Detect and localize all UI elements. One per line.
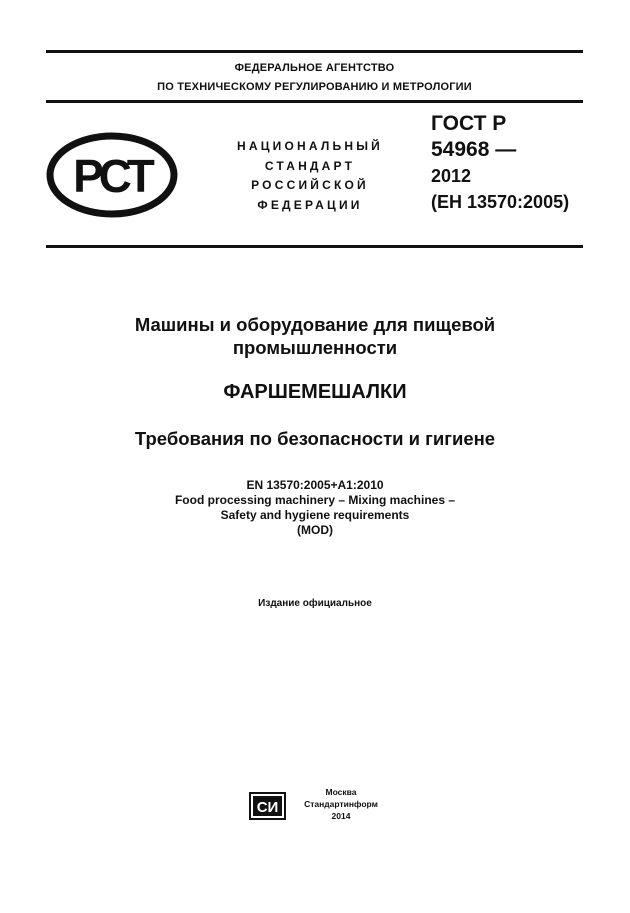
rst-emblem-icon [46, 132, 178, 218]
subtitle: Требования по безопасности и гигиене [134, 428, 496, 449]
header-rule [46, 100, 583, 103]
designation-line-1: ГОСТ Р [431, 112, 507, 135]
document-title [60, 313, 570, 359]
designation-rule [46, 245, 583, 248]
designation-line-2: 54968 — [431, 138, 517, 161]
main-title: ФАРШЕМЕШАЛКИ [223, 381, 407, 403]
top-rule [46, 50, 583, 53]
national-line-1: НАЦИОНАЛЬНЫЙ [236, 139, 384, 153]
agency-line-2: ПО ТЕХНИЧЕСКОМУ РЕГУЛИРОВАНИЮ И МЕТРОЛОГИИ [157, 81, 472, 93]
logo-text: РСТ [73, 150, 151, 202]
title-line-2: промышленности [232, 337, 398, 358]
designation-line-4: (ЕН 13570:2005) [431, 192, 570, 212]
title-line-1: Машины и оборудование для пищевой [134, 314, 496, 335]
designation-line-3: 2012 [431, 166, 472, 186]
publisher-year: 2014 [331, 811, 351, 821]
national-line-4: ФЕДЕРАЦИИ [257, 197, 363, 212]
en-line-1: EN 13570:2005+A1:2010 [246, 478, 384, 492]
publisher-logo-text: СИ [256, 799, 279, 816]
standartinform-logo-icon [249, 790, 286, 821]
en-line-2: Food processing machinery – Mixing machines – [174, 493, 456, 507]
en-line-3: Safety and hygiene requirements [220, 508, 410, 522]
edition-label: Издание официальное [258, 598, 372, 609]
national-line-3: РОССИЙСКОЙ [251, 178, 369, 192]
national-standard-label [220, 137, 400, 215]
publisher-block [292, 786, 390, 822]
agency-line-1: ФЕДЕРАЛЬНОЕ АГЕНТСТВО [234, 62, 395, 74]
en-reference [60, 478, 570, 538]
publisher-city: Москва [325, 787, 357, 797]
publisher-name: Стандартинформ [304, 799, 378, 809]
national-line-2: СТАНДАРТ [264, 158, 356, 173]
standard-designation [431, 111, 569, 215]
en-line-4: (MOD) [297, 523, 333, 537]
